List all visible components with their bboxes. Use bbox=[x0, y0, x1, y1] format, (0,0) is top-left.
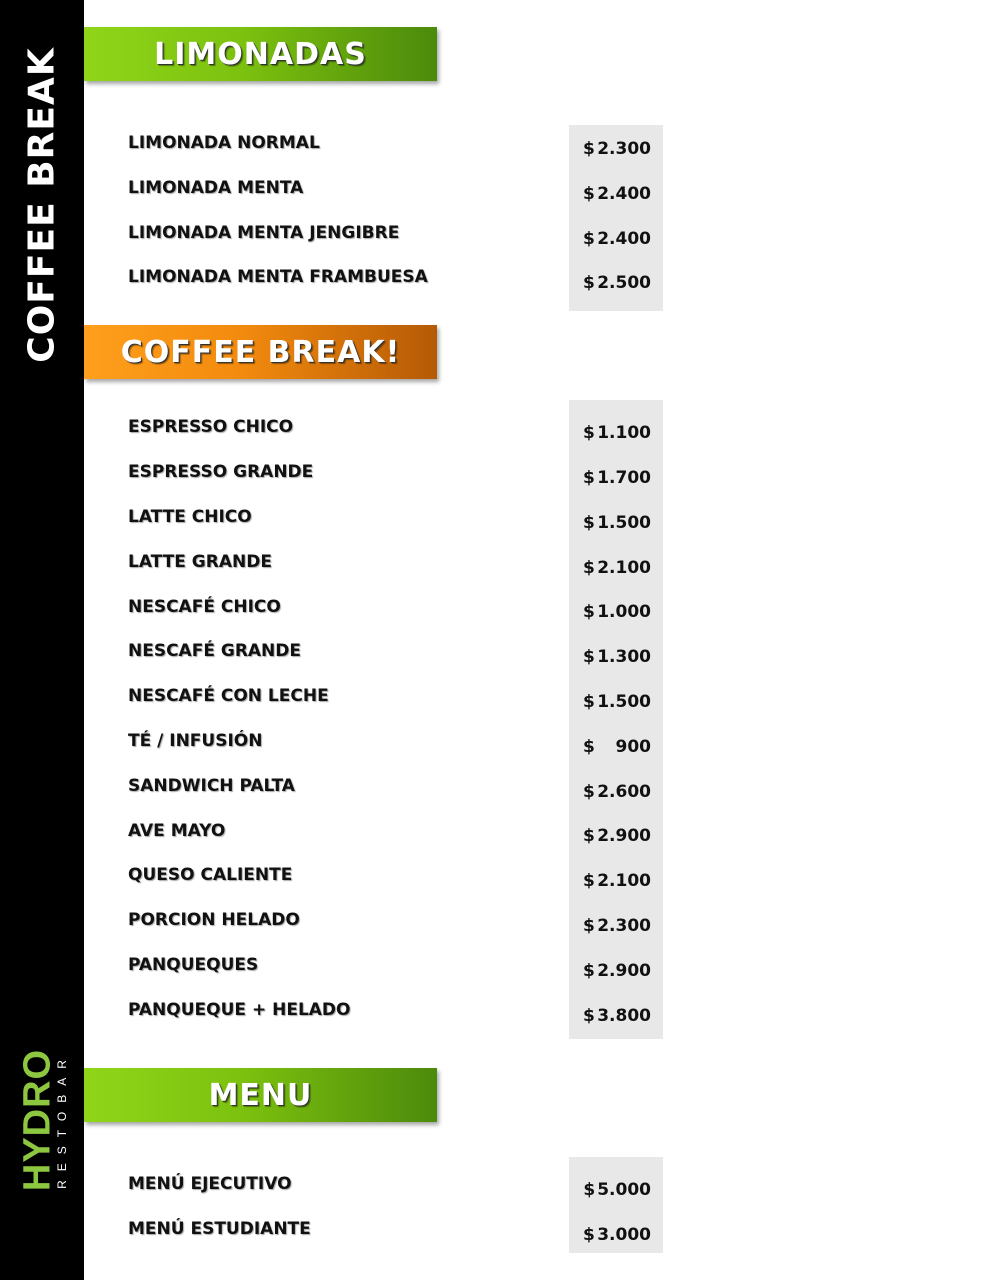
menu-item-name: LIMONADA MENTA JENGIBRE bbox=[128, 223, 400, 243]
menu-item-price: $ 3.800 bbox=[583, 1006, 651, 1026]
menu-item-name: LIMONADA NORMAL bbox=[128, 133, 320, 153]
menu-item-name: PANQUEQUE + HELADO bbox=[128, 1000, 351, 1020]
menu-item-name: LIMONADA MENTA FRAMBUESA bbox=[128, 267, 428, 287]
menu-item-price: $ 1.700 bbox=[583, 468, 651, 488]
menu-item-price: $ 2.600 bbox=[583, 782, 651, 802]
menu-item-price: $ 2.300 bbox=[583, 139, 651, 159]
menu-item-price: $ 2.300 bbox=[583, 916, 651, 936]
menu-item-price: $ 1.100 bbox=[583, 423, 651, 443]
menu-item-price: $ 1.300 bbox=[583, 647, 651, 667]
menu-item-name: QUESO CALIENTE bbox=[128, 865, 293, 885]
menu-item-name: AVE MAYO bbox=[128, 821, 226, 841]
hydro-logo bbox=[16, 1025, 76, 1215]
price-column bbox=[569, 400, 663, 1039]
logo-brand: HYDRO bbox=[16, 1048, 59, 1192]
sidebar bbox=[0, 0, 84, 1280]
section-title: LIMONADAS bbox=[154, 36, 367, 72]
menu-item-name: TÉ / INFUSIÓN bbox=[128, 731, 263, 751]
section-title: COFFEE BREAK! bbox=[120, 334, 401, 370]
menu-item-name: LATTE CHICO bbox=[128, 507, 252, 527]
logo-sub: RESTOBAR bbox=[55, 1051, 69, 1189]
menu-item-price: $ 3.000 bbox=[583, 1225, 651, 1245]
menu-item-name: LATTE GRANDE bbox=[128, 552, 272, 572]
menu-item-price: $ 900 bbox=[583, 737, 651, 757]
section-banner-limonadas bbox=[84, 27, 437, 81]
menu-item-name: NESCAFÉ CON LECHE bbox=[128, 686, 329, 706]
menu-item-name: NESCAFÉ CHICO bbox=[128, 597, 281, 617]
sidebar-title: COFFEE BREAK bbox=[21, 47, 63, 363]
menu-item-price: $ 2.400 bbox=[583, 184, 651, 204]
menu-item-price: $ 5.000 bbox=[583, 1180, 651, 1200]
menu-item-price: $ 1.500 bbox=[583, 692, 651, 712]
menu-item-price: $ 2.400 bbox=[583, 229, 651, 249]
menu-item-price: $ 1.000 bbox=[583, 602, 651, 622]
menu-item-name: PORCION HELADO bbox=[128, 910, 300, 930]
menu-item-name: PANQUEQUES bbox=[128, 955, 259, 975]
menu-item-price: $ 2.100 bbox=[583, 871, 651, 891]
menu-item-name: MENÚ EJECUTIVO bbox=[128, 1174, 292, 1194]
menu-item-name: MENÚ ESTUDIANTE bbox=[128, 1219, 311, 1239]
menu-item-name: NESCAFÉ GRANDE bbox=[128, 641, 302, 661]
menu-item-name: ESPRESSO CHICO bbox=[128, 417, 294, 437]
menu-item-price: $ 2.900 bbox=[583, 826, 651, 846]
section-title: MENU bbox=[208, 1077, 313, 1113]
section-banner-coffee-break bbox=[84, 325, 437, 379]
menu-item-price: $ 2.900 bbox=[583, 961, 651, 981]
menu-item-price: $ 2.100 bbox=[583, 558, 651, 578]
menu-item-price: $ 2.500 bbox=[583, 273, 651, 293]
menu-item-price: $ 1.500 bbox=[583, 513, 651, 533]
menu-item-name: LIMONADA MENTA bbox=[128, 178, 304, 198]
section-banner-menu bbox=[84, 1068, 437, 1122]
menu-item-name: SANDWICH PALTA bbox=[128, 776, 295, 796]
menu-item-name: ESPRESSO GRANDE bbox=[128, 462, 314, 482]
